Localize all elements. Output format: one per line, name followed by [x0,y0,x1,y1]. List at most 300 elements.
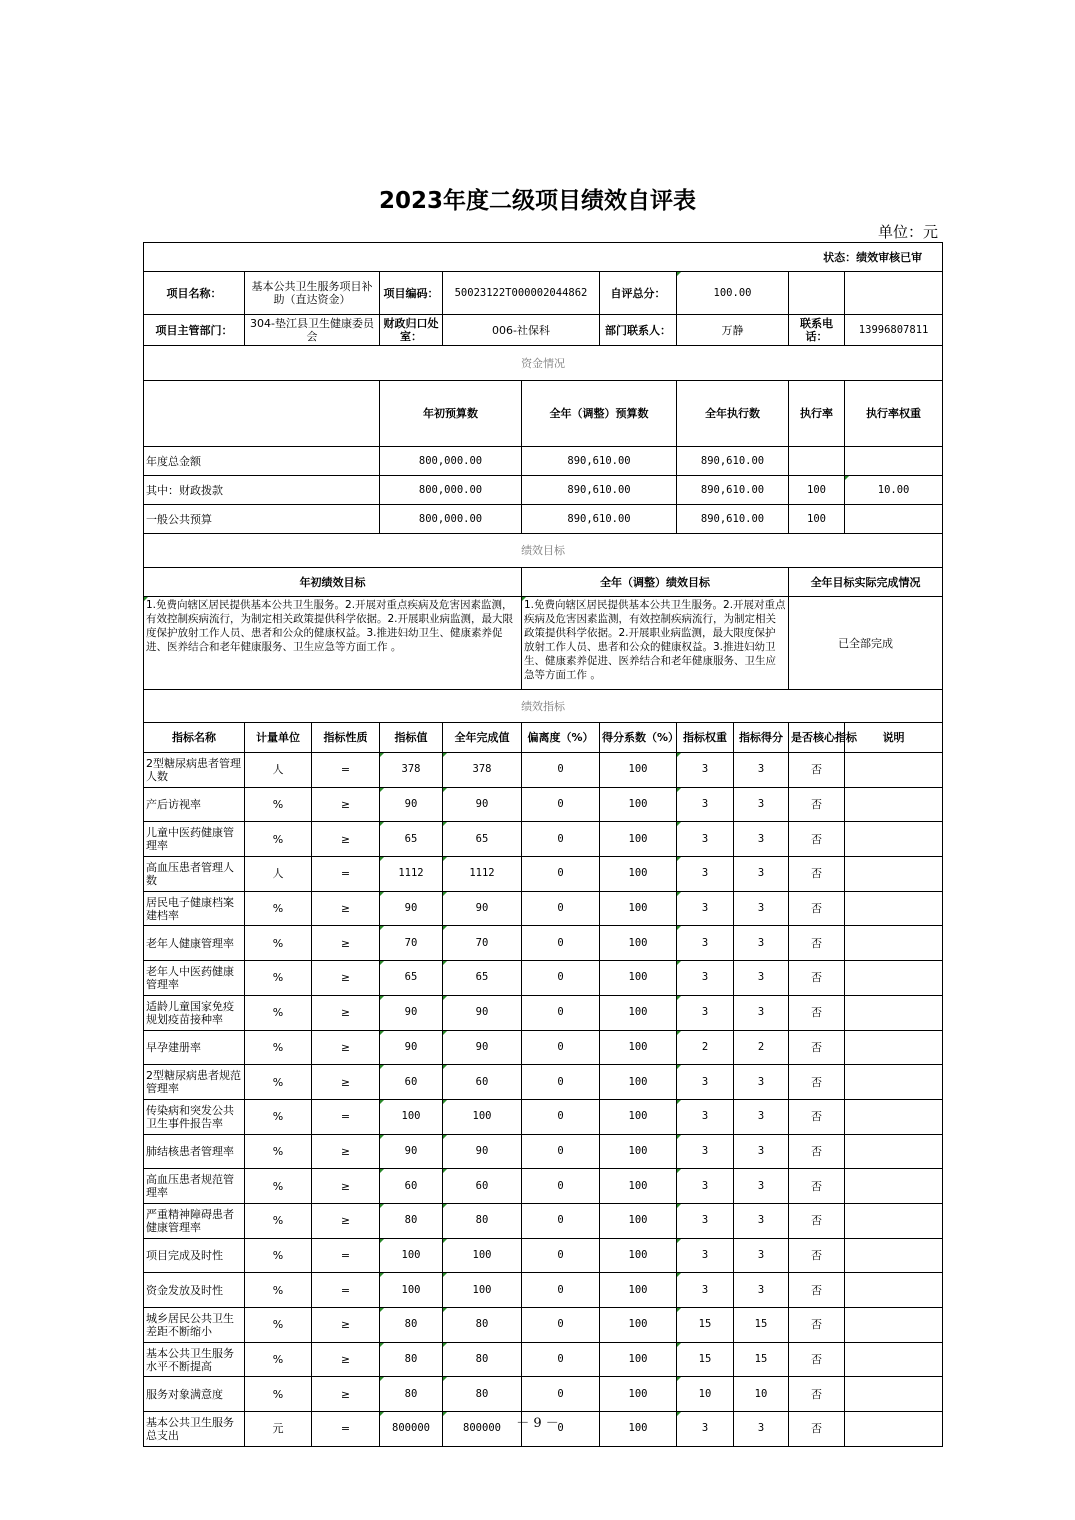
indicator-note [845,787,943,822]
indicator-actual: 80 [443,1377,522,1412]
funds-weight [845,447,943,476]
indicator-coefficient: 100 [600,857,677,892]
indicator-core: 否 [789,787,845,822]
indicator-score: 3 [734,995,789,1030]
goals-section-title: 绩效目标 [144,534,943,568]
indicator-header: 指标名称 [144,723,245,753]
indicator-weight: 3 [677,1238,734,1273]
indicator-value: 65 [380,822,443,857]
indicator-actual: 65 [443,822,522,857]
table-row [144,1134,943,1169]
indicator-nature: ≥ [312,1308,380,1343]
indicator-note [845,1030,943,1065]
table-row [144,1273,943,1308]
funds-adjusted: 890,610.00 [522,476,677,505]
self-score: 100.00 [677,272,789,315]
indicator-header: 是否核心指标 [789,723,845,753]
indicator-nature: ≥ [312,926,380,961]
indicator-value: 378 [380,753,443,788]
indicator-actual: 65 [443,961,522,996]
funds-header: 全年（调整）预算数 [522,381,677,447]
table-row [144,961,943,996]
indicator-note [845,891,943,926]
project-name: 基本公共卫生服务项目补助（直达资金） [245,272,380,315]
indicator-header: 指标性质 [312,723,380,753]
table-row [144,447,943,476]
dept-name: 304-垫江县卫生健康委员会 [245,315,380,346]
funds-row-name: 一般公共预算 [144,505,380,534]
indicator-nature: ≥ [312,961,380,996]
indicator-name: 资金发放及时性 [144,1273,245,1308]
indicator-score: 3 [734,926,789,961]
contact-label: 部门联系人： [600,315,677,346]
indicator-core: 否 [789,1377,845,1412]
indicator-name: 早孕建册率 [144,1030,245,1065]
indicator-score: 3 [734,787,789,822]
indicators-section-title: 绩效指标 [144,690,943,723]
indicator-core: 否 [789,1030,845,1065]
indicator-actual: 60 [443,1169,522,1204]
funds-section-title: 资金情况 [144,346,943,381]
funds-header: 全年执行数 [677,381,789,447]
funds-rate [789,447,845,476]
indicator-coefficient: 100 [600,961,677,996]
funds-weight [845,505,943,534]
goals-done-header: 全年目标实际完成情况 [789,568,943,597]
indicator-core: 否 [789,822,845,857]
indicator-value: 80 [380,1203,443,1238]
indicator-unit: % [245,1308,312,1343]
indicator-core: 否 [789,961,845,996]
finance-office: 006-社保科 [443,315,600,346]
indicator-deviation: 0 [522,1377,600,1412]
funds-weight: 10.00 [845,476,943,505]
table-row [144,1065,943,1100]
indicator-value: 90 [380,995,443,1030]
indicator-note [845,1065,943,1100]
empty-cell [789,272,845,315]
indicator-score: 15 [734,1342,789,1377]
goals-adj-header: 全年（调整）绩效目标 [522,568,789,597]
indicator-core: 否 [789,1134,845,1169]
indicator-nature: ≥ [312,1169,380,1204]
indicator-score: 3 [734,1412,789,1447]
indicator-deviation: 0 [522,1273,600,1308]
indicator-actual: 800000 [443,1412,522,1447]
indicator-score: 3 [734,822,789,857]
indicator-weight: 3 [677,1065,734,1100]
indicator-unit: % [245,1169,312,1204]
table-row [144,1238,943,1273]
indicator-weight: 3 [677,1412,734,1447]
funds-header: 执行率 [789,381,845,447]
indicator-actual: 70 [443,926,522,961]
indicator-name: 城乡居民公共卫生差距不断缩小 [144,1308,245,1343]
table-row [144,787,943,822]
indicator-name: 基本公共卫生服务水平不断提高 [144,1342,245,1377]
indicator-deviation: 0 [522,1169,600,1204]
indicator-score: 3 [734,1273,789,1308]
indicator-value: 80 [380,1342,443,1377]
contact-name: 万静 [677,315,789,346]
table-row [144,1377,943,1412]
indicator-value: 80 [380,1377,443,1412]
indicator-unit: % [245,1238,312,1273]
empty-cell [845,272,943,315]
indicator-coefficient: 100 [600,1099,677,1134]
indicator-note [845,1308,943,1343]
indicator-core: 否 [789,1065,845,1100]
indicator-core: 否 [789,926,845,961]
indicator-name: 产后访视率 [144,787,245,822]
indicator-deviation: 0 [522,961,600,996]
indicator-unit: % [245,995,312,1030]
indicator-header: 指标权重 [677,723,734,753]
self-score-label: 自评总分： [600,272,677,315]
funds-row-name: 其中：财政拨款 [144,476,380,505]
indicator-nature: ≥ [312,1134,380,1169]
indicator-note [845,1099,943,1134]
page-title: 2023年度二级项目绩效自评表 [378,188,696,214]
table-row [144,1099,943,1134]
indicator-value: 60 [380,1169,443,1204]
indicator-coefficient: 100 [600,1377,677,1412]
indicator-core: 否 [789,1412,845,1447]
funds-init: 800,000.00 [380,476,522,505]
indicator-deviation: 0 [522,1342,600,1377]
indicator-value: 65 [380,961,443,996]
indicator-deviation: 0 [522,753,600,788]
indicator-unit: % [245,926,312,961]
goals-init-text: 1.免费向辖区居民提供基本公共卫生服务。2.开展对重点疾病及危害因素监测，有效控制疾病流行，为制定相关政策提供科学依据。2.开展职业病监测，最大限度保护放射工作人员、患者和公众的健康权益。3.推进妇幼卫生、健康素养促进、医养结合和老年健康服务、卫生应急等方面工作 。 [144,597,522,690]
indicator-name: 居民电子健康档案建档率 [144,891,245,926]
indicator-deviation: 0 [522,891,600,926]
table-row [144,690,943,723]
indicator-core: 否 [789,753,845,788]
indicator-name: 儿童中医药健康管理率 [144,822,245,857]
table-row [144,534,943,568]
indicator-deviation: 0 [522,1412,600,1447]
indicator-unit: % [245,1134,312,1169]
indicator-score: 3 [734,891,789,926]
indicator-header: 说明 [845,723,943,753]
funds-header: 年初预算数 [380,381,522,447]
indicator-nature: = [312,1412,380,1447]
table-row [144,505,943,534]
indicator-weight: 3 [677,1099,734,1134]
indicator-weight: 3 [677,753,734,788]
indicator-score: 3 [734,1099,789,1134]
indicator-nature: ≥ [312,1065,380,1100]
indicator-score: 3 [734,1169,789,1204]
indicator-unit: % [245,1377,312,1412]
indicator-deviation: 0 [522,1203,600,1238]
indicator-nature: ≥ [312,1377,380,1412]
indicator-core: 否 [789,1238,845,1273]
indicator-unit: % [245,1203,312,1238]
indicator-name: 高血压患者规范管理率 [144,1169,245,1204]
funds-rate: 100 [789,505,845,534]
indicator-weight: 3 [677,1273,734,1308]
indicator-value: 90 [380,1134,443,1169]
indicator-unit: % [245,1342,312,1377]
indicator-weight: 3 [677,1134,734,1169]
indicator-nature: ≥ [312,1342,380,1377]
indicator-header: 指标得分 [734,723,789,753]
funds-adjusted: 890,610.00 [522,505,677,534]
table-row [144,857,943,892]
indicator-deviation: 0 [522,1134,600,1169]
indicator-name: 项目完成及时性 [144,1238,245,1273]
indicator-score: 3 [734,857,789,892]
indicator-name: 2型糖尿病患者规范管理率 [144,1065,245,1100]
indicator-nature: = [312,1099,380,1134]
funds-executed: 890,610.00 [677,476,789,505]
goals-init-header: 年初绩效目标 [144,568,522,597]
indicator-weight: 3 [677,822,734,857]
indicator-unit: 元 [245,1412,312,1447]
indicator-name: 2型糖尿病患者管理人数 [144,753,245,788]
indicator-coefficient: 100 [600,995,677,1030]
indicator-score: 3 [734,1203,789,1238]
indicator-score: 2 [734,1030,789,1065]
indicator-weight: 2 [677,1030,734,1065]
indicator-value: 800000 [380,1412,443,1447]
indicator-note [845,1169,943,1204]
indicator-note [845,1203,943,1238]
indicator-coefficient: 100 [600,926,677,961]
funds-init: 800,000.00 [380,505,522,534]
indicator-weight: 3 [677,926,734,961]
indicator-unit: % [245,1099,312,1134]
indicator-unit: % [245,1030,312,1065]
indicator-note [845,857,943,892]
table-row [144,1342,943,1377]
indicator-header: 偏离度（%） [522,723,600,753]
indicator-nature: ≥ [312,1203,380,1238]
indicator-coefficient: 100 [600,1203,677,1238]
indicator-unit: 人 [245,857,312,892]
table-row [144,891,943,926]
funds-row-name: 年度总金额 [144,447,380,476]
indicator-note [845,995,943,1030]
indicator-header: 全年完成值 [443,723,522,753]
indicator-value: 100 [380,1099,443,1134]
indicator-header: 指标值 [380,723,443,753]
indicator-core: 否 [789,857,845,892]
indicator-coefficient: 100 [600,1065,677,1100]
indicator-weight: 10 [677,1377,734,1412]
indicator-name: 肺结核患者管理率 [144,1134,245,1169]
indicator-actual: 90 [443,1134,522,1169]
table-row [144,568,943,597]
indicator-actual: 90 [443,891,522,926]
indicator-coefficient: 100 [600,891,677,926]
indicator-header: 计量单位 [245,723,312,753]
indicator-score: 3 [734,961,789,996]
funds-executed: 890,610.00 [677,505,789,534]
indicator-weight: 3 [677,787,734,822]
indicator-nature: = [312,1238,380,1273]
indicator-name: 适龄儿童国家免疫规划疫苗接种率 [144,995,245,1030]
indicator-note [845,1134,943,1169]
indicator-note [845,1377,943,1412]
indicator-nature: ≥ [312,995,380,1030]
indicator-unit: % [245,961,312,996]
indicator-weight: 3 [677,857,734,892]
indicator-coefficient: 100 [600,1308,677,1343]
indicator-name: 老年人中医药健康管理率 [144,961,245,996]
indicator-deviation: 0 [522,1065,600,1100]
indicator-name: 严重精神障碍患者健康管理率 [144,1203,245,1238]
indicator-actual: 90 [443,995,522,1030]
indicator-weight: 3 [677,891,734,926]
indicator-coefficient: 100 [600,1030,677,1065]
table-row [144,1030,943,1065]
indicator-weight: 15 [677,1342,734,1377]
indicator-deviation: 0 [522,926,600,961]
goals-done-text: 已全部完成 [789,597,943,690]
indicator-value: 80 [380,1308,443,1343]
indicator-core: 否 [789,1273,845,1308]
indicator-note [845,1273,943,1308]
table-row [144,476,943,505]
phone-number: 13996807811 [845,315,943,346]
indicator-note [845,753,943,788]
indicator-nature: ≥ [312,891,380,926]
indicator-core: 否 [789,891,845,926]
page-number: － 9 － [516,1416,559,1431]
indicator-value: 1112 [380,857,443,892]
indicator-deviation: 0 [522,1099,600,1134]
indicator-note [845,822,943,857]
indicator-unit: 人 [245,753,312,788]
unit-label: 单位：元 [877,223,938,241]
indicator-value: 90 [380,787,443,822]
status-text: 状态：绩效审核已审 [144,243,943,272]
indicator-actual: 90 [443,1030,522,1065]
table-row [144,1308,943,1343]
indicator-core: 否 [789,1342,845,1377]
indicator-coefficient: 100 [600,1238,677,1273]
indicator-coefficient: 100 [600,753,677,788]
indicator-value: 100 [380,1273,443,1308]
indicator-actual: 100 [443,1238,522,1273]
indicator-score: 3 [734,753,789,788]
indicator-actual: 378 [443,753,522,788]
funds-adjusted: 890,610.00 [522,447,677,476]
funds-header: 执行率权重 [845,381,943,447]
finance-label: 财政归口处室： [380,315,443,346]
funds-rate: 100 [789,476,845,505]
indicator-unit: % [245,891,312,926]
funds-executed: 890,610.00 [677,447,789,476]
empty-cell [144,381,380,447]
phone-label: 联系电话： [789,315,845,346]
indicator-deviation: 0 [522,995,600,1030]
indicator-actual: 80 [443,1342,522,1377]
indicator-score: 3 [734,1065,789,1100]
indicator-actual: 100 [443,1273,522,1308]
indicator-deviation: 0 [522,1238,600,1273]
indicator-core: 否 [789,1203,845,1238]
indicator-nature: ≥ [312,822,380,857]
indicator-nature: = [312,1273,380,1308]
indicator-value: 60 [380,1065,443,1100]
indicator-coefficient: 100 [600,787,677,822]
project-code-label: 项目编码： [380,272,443,315]
project-code: 50023122T000002044862 [443,272,600,315]
table-row [144,753,943,788]
indicator-value: 90 [380,891,443,926]
indicator-core: 否 [789,1099,845,1134]
indicator-score: 3 [734,1134,789,1169]
dept-label: 项目主管部门： [144,315,245,346]
indicator-deviation: 0 [522,857,600,892]
indicator-deviation: 0 [522,1030,600,1065]
indicator-name: 服务对象满意度 [144,1377,245,1412]
indicator-coefficient: 100 [600,1169,677,1204]
project-name-label: 项目名称： [144,272,245,315]
indicator-name: 老年人健康管理率 [144,926,245,961]
indicator-actual: 100 [443,1099,522,1134]
indicator-name: 传染病和突发公共卫生事件报告率 [144,1099,245,1134]
indicator-value: 90 [380,1030,443,1065]
indicator-core: 否 [789,1308,845,1343]
indicator-actual: 90 [443,787,522,822]
indicator-coefficient: 100 [600,1134,677,1169]
indicator-coefficient: 100 [600,1342,677,1377]
indicator-actual: 1112 [443,857,522,892]
indicator-unit: % [245,822,312,857]
indicator-note [845,1342,943,1377]
indicator-value: 70 [380,926,443,961]
indicator-nature: ≥ [312,1030,380,1065]
indicator-weight: 3 [677,995,734,1030]
indicator-coefficient: 100 [600,1273,677,1308]
indicator-unit: % [245,1065,312,1100]
evaluation-table [143,242,943,1447]
indicator-score: 15 [734,1308,789,1343]
indicator-coefficient: 100 [600,822,677,857]
table-row [144,723,943,753]
table-row [144,1169,943,1204]
table-row [144,995,943,1030]
goals-adj-text: 1.免费向辖区居民提供基本公共卫生服务。2.开展对重点疾病及危害因素监测，有效控制疾病流行，为制定相关政策提供科学依据。2.开展职业病监测，最大限度保护放射工作人员、患者和公众的健康权益。3.推进妇幼卫生、健康素养促进、医养结合和老年健康服务、卫生应急等方面工作 。 [522,597,789,690]
indicator-weight: 3 [677,961,734,996]
indicator-unit: % [245,787,312,822]
indicator-nature: = [312,857,380,892]
indicator-unit: % [245,1273,312,1308]
indicator-actual: 80 [443,1308,522,1343]
table-row [144,1203,943,1238]
indicator-core: 否 [789,1169,845,1204]
indicator-core: 否 [789,995,845,1030]
indicator-weight: 15 [677,1308,734,1343]
table-row [144,597,943,690]
indicator-score: 3 [734,1238,789,1273]
table-row [144,822,943,857]
indicator-deviation: 0 [522,1308,600,1343]
indicator-header: 得分系数（%） [600,723,677,753]
indicator-actual: 80 [443,1203,522,1238]
indicator-note [845,961,943,996]
indicator-nature: = [312,753,380,788]
indicator-weight: 3 [677,1169,734,1204]
indicator-value: 100 [380,1238,443,1273]
indicator-name: 高血压患者管理人数 [144,857,245,892]
indicator-score: 10 [734,1377,789,1412]
